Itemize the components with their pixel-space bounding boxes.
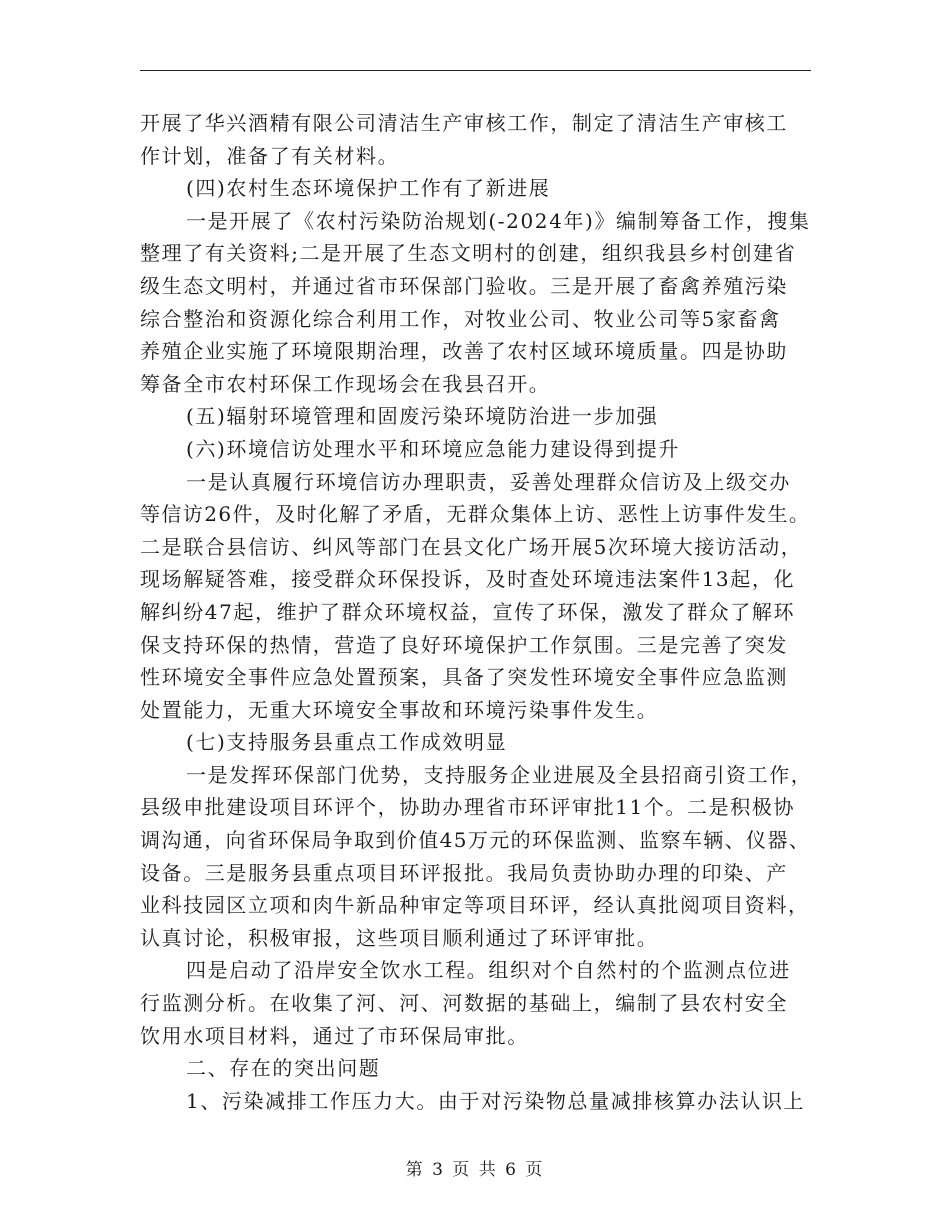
text-line: 二是联合县信访、纠风等部门在县文化广场开展5次环境大接访活动，	[140, 534, 803, 559]
text-line: 保支持环保的热情，营造了良好环境保护工作氛围。三是完善了突发	[140, 632, 788, 657]
page-footer: 第 3 页 共 6 页	[405, 1160, 545, 1180]
text-line: 行监测分析。在收集了河、河、河数据的基础上，编制了县农村安全	[140, 991, 788, 1016]
body-text	[140, 107, 812, 1117]
text-line: 开展了华兴酒精有限公司清洁生产审核工作，制定了清洁生产审核工	[140, 111, 788, 135]
text-line: (七)支持服务县重点工作成效明显	[186, 730, 508, 755]
text-line: 作计划，准备了有关材料。	[140, 143, 400, 168]
text-line: 养殖企业实施了环境限期治理，改善了农村区域环境质量。四是协助	[140, 339, 788, 364]
text-line: 一是开展了《农村污染防治规划(-2024年)》编制筹备工作，搜集	[186, 208, 811, 233]
text-line: 四是启动了沿岸安全饮水工程。组织对个自然村的个监测点位进	[186, 958, 791, 983]
text-line: 性环境安全事件应急处置预案，具备了突发性环境安全事件应急监测	[140, 665, 788, 690]
text-line: 1、污染减排工作压力大。由于对污染物总量减排核算办法认识上	[186, 1088, 806, 1113]
text-line: 设备。三是服务县重点项目环评报批。我局负责协助办理的印染、产	[140, 860, 788, 885]
text-line: 解纠纷47起，维护了群众环境权益，宣传了环保，激发了群众了解环	[140, 599, 796, 624]
text-line: 县级申批建设项目环评个，协助办理省市环评审批11个。二是积极协	[140, 795, 796, 820]
text-line: 整理了有关资料;二是开展了生态文明村的创建，组织我县乡村创建省	[140, 241, 797, 266]
header-rule	[140, 70, 811, 71]
text-line: 二、存在的突出问题	[186, 1056, 381, 1081]
text-line: 现场解疑答难，接受群众环保投诉，及时查处环境违法案件13起，化	[140, 567, 796, 592]
text-line: 调沟通，向省环保局争取到价值45万元的环保监测、监察车辆、仪器、	[140, 828, 811, 853]
text-line: 认真讨论，积极审报，这些项目顺利通过了环评审批。	[140, 925, 659, 950]
text-line: (六)环境信访处理水平和环境应急能力建设得到提升	[186, 436, 681, 461]
text-line: 一是发挥环保部门优势，支持服务企业进展及全县招商引资工作，	[186, 762, 813, 787]
text-line: 筹备全市农村环保工作现场会在我县召开。	[140, 371, 551, 396]
text-line: 饮用水项目材料，通过了市环保局审批。	[140, 1023, 529, 1048]
text-line: (四)农村生态环境保护工作有了新进展	[186, 176, 551, 201]
text-line: 处置能力，无重大环境安全事故和环境污染事件发生。	[140, 697, 659, 722]
text-line: 业科技园区立项和肉牛新品种审定等项目环评，经认真批阅项目资料，	[140, 893, 810, 918]
text-line: 综合整治和资源化综合利用工作，对牧业公司、牧业公司等5家畜禽	[140, 306, 781, 331]
text-line: 级生态文明村，并通过省市环保部门验收。三是开展了畜禽养殖污染	[140, 273, 788, 298]
text-line: 等信访26件，及时化解了矛盾，无群众集体上访、恶性上访事件发生。	[140, 502, 811, 527]
text-line: 一是认真履行环境信访办理职责，妥善处理群众信访及上级交办	[186, 469, 791, 494]
text-line: (五)辐射环境管理和固废污染环境防治进一步加强	[186, 404, 659, 429]
